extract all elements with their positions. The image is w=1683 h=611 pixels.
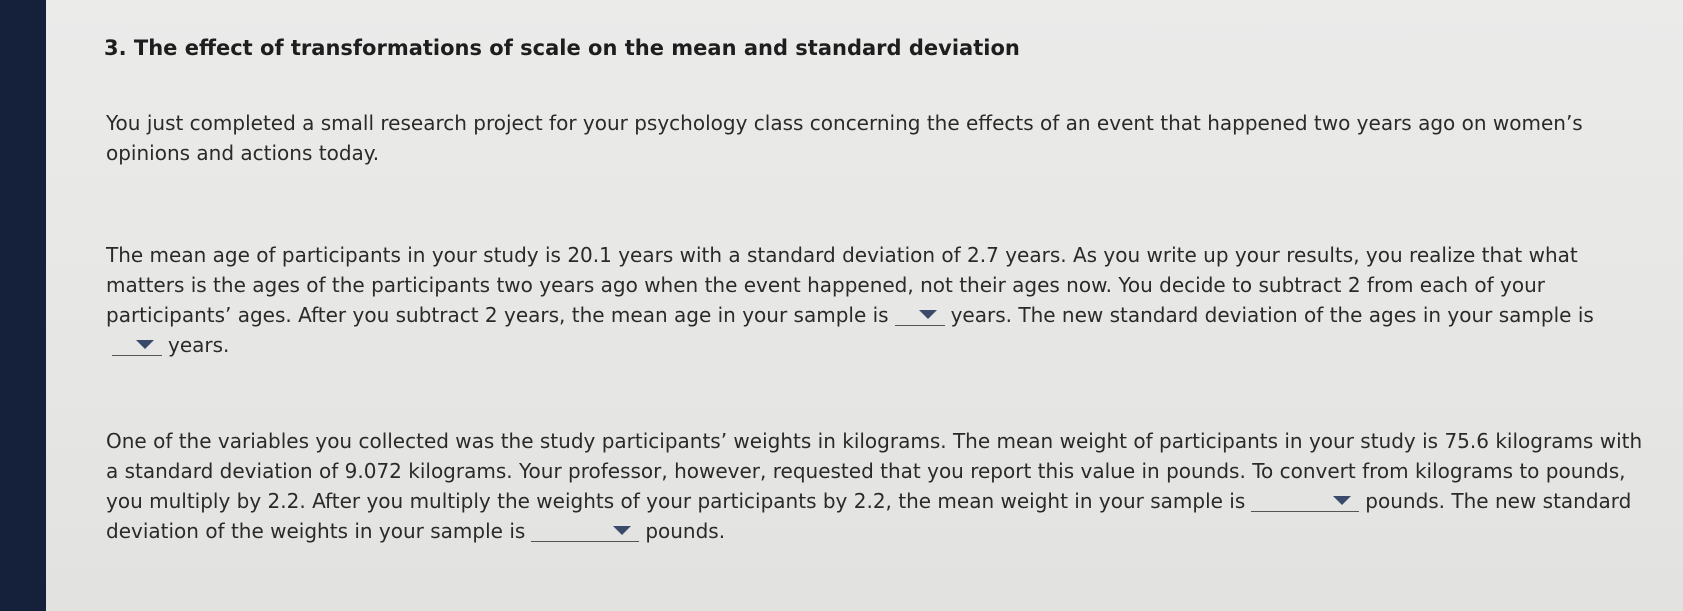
chevron-down-icon xyxy=(613,526,631,535)
intro-text: You just completed a small research project for your psychology class concerning the effects of an event that happened two years ago on women’s opinions and actions today. xyxy=(106,111,1583,165)
weight-text-part3: pounds. xyxy=(645,519,726,543)
weight-text-part2: pounds. The new standard deviation of the weights in your sample is xyxy=(106,489,1632,543)
mean-weight-dropdown[interactable] xyxy=(1251,489,1359,512)
weight-text-part1: One of the variables you collected was the study participants’ weights in kilograms. The mean weight of participants in your study is 75.6 kilograms with a standard deviation of 9.072 kilograms. Your professor, however, requested that you report this value in pounds. To convert from kilograms to pounds, you multiply by 2.2. After you multiply the weights of your participants by 2.2, the mean weight in your sample is xyxy=(106,429,1643,513)
chevron-down-icon xyxy=(136,340,154,349)
age-text-part3: years. xyxy=(168,333,230,357)
mean-age-dropdown[interactable] xyxy=(895,303,945,326)
question-title: 3. The effect of transformations of scale on the mean and standard deviation xyxy=(104,36,1020,60)
intro-paragraph xyxy=(106,108,1646,168)
weight-paragraph xyxy=(106,426,1646,546)
sd-weight-dropdown[interactable] xyxy=(531,519,639,542)
left-sidebar-strip xyxy=(0,0,46,611)
chevron-down-icon xyxy=(919,310,937,319)
chevron-down-icon xyxy=(1333,496,1351,505)
age-text-part2: years. The new standard deviation of the ages in your sample is xyxy=(950,303,1594,327)
age-paragraph xyxy=(106,240,1646,360)
age-text-part1: The mean age of participants in your study is 20.1 years with a standard deviation of 2.7 years. As you write up your results, you realize that what matters is the ages of the participants two years ago when the event happened, not their ages now. You decide to subtract 2 from each of your participants’ ages. After you subtract 2 years, the mean age in your sample is xyxy=(106,243,1578,327)
sd-age-dropdown[interactable] xyxy=(112,333,162,356)
